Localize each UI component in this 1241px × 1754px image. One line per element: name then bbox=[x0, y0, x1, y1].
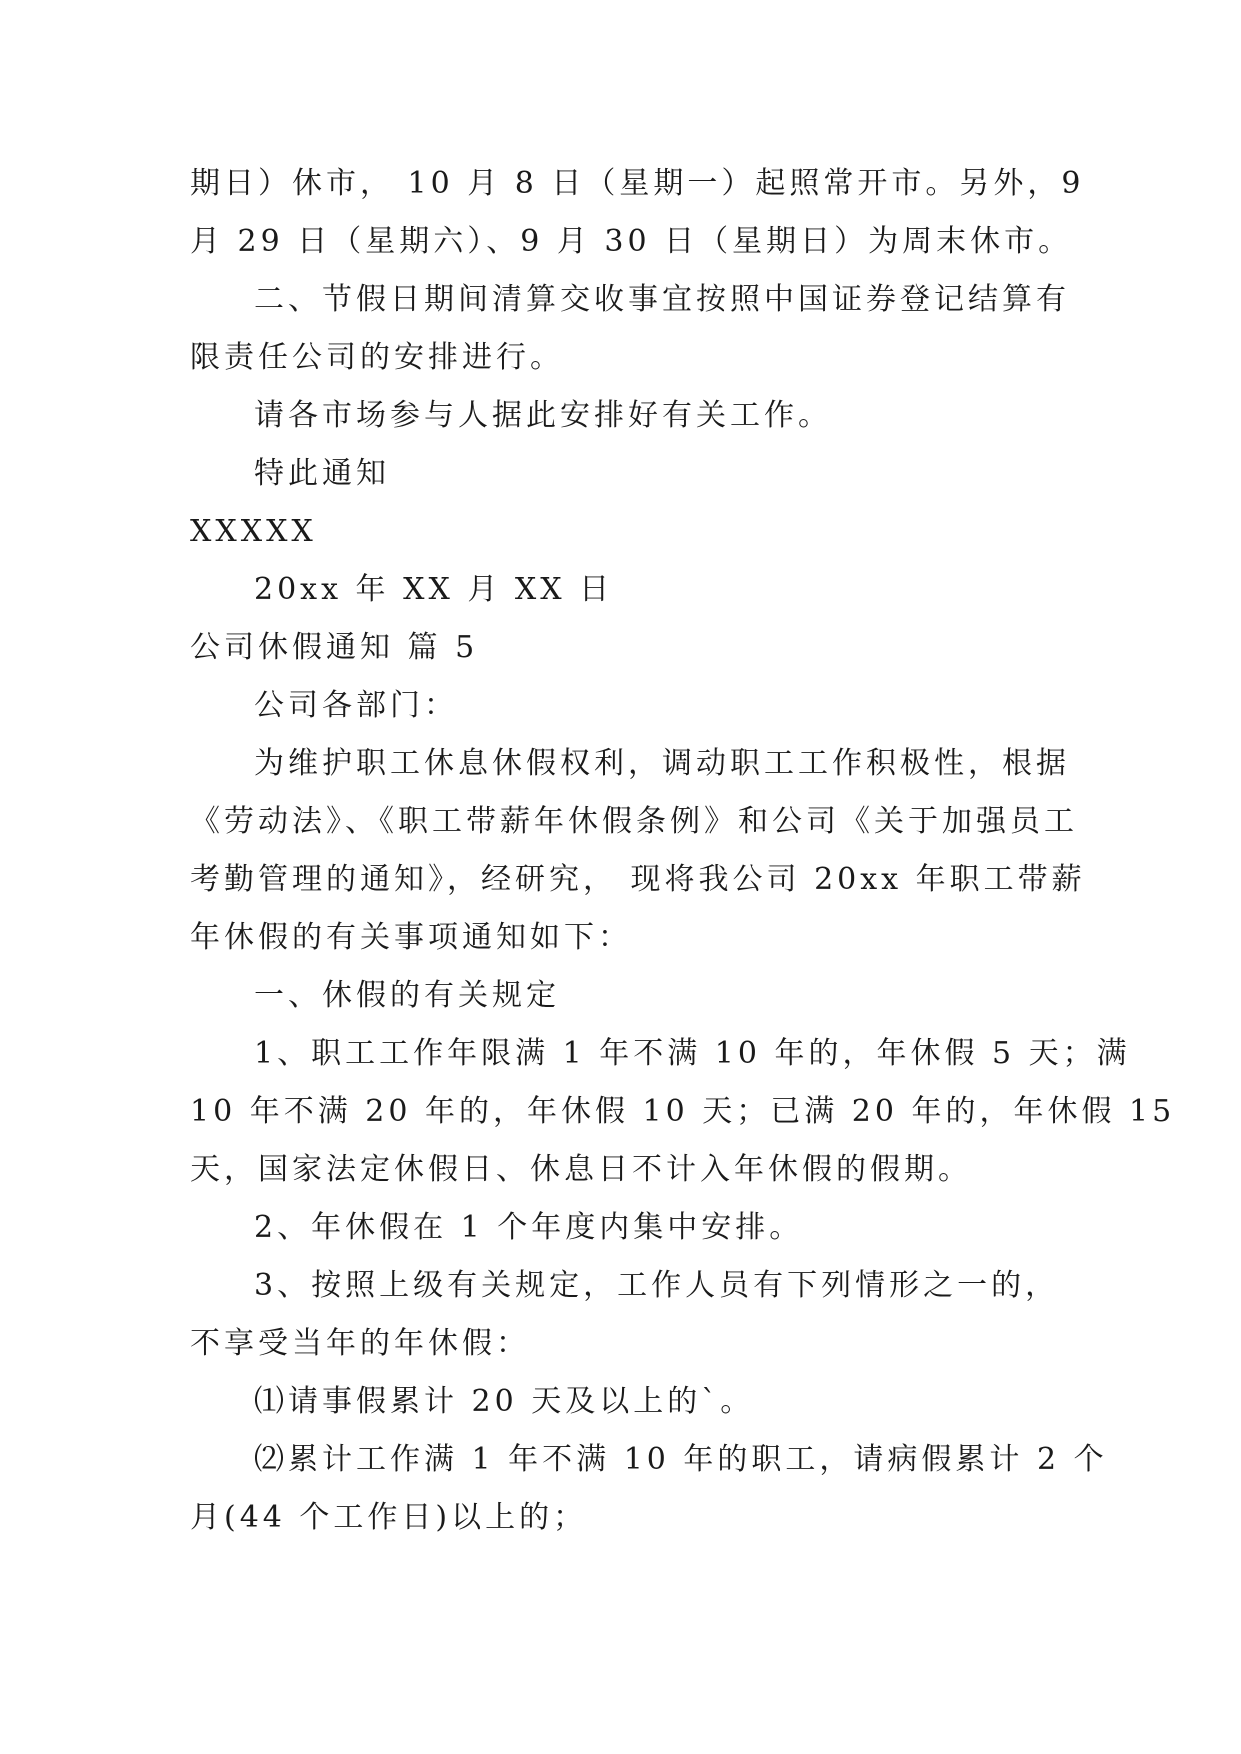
paragraph-line: 为维护职工休息休假权利，调动职工工作积极性，根据 bbox=[254, 746, 1070, 781]
signature-line: XXXXX bbox=[190, 514, 317, 549]
paragraph-line: 1、职工工作年限满 1 年不满 10 年的，年休假 5 天；满 bbox=[254, 1036, 1131, 1071]
section-title: 公司休假通知 篇 5 bbox=[190, 630, 479, 665]
paragraph-line: 二、节假日期间清算交收事宜按照中国证券登记结算有 bbox=[254, 282, 1070, 317]
text-line: 《劳动法》、《职工带薪年休假条例》和公司《关于加强员工 bbox=[190, 804, 1078, 839]
text-line: 年休假的有关事项通知如下： bbox=[190, 920, 632, 955]
heading-line: 一、休假的有关规定 bbox=[254, 978, 560, 1013]
text-line: 不享受当年的年休假： bbox=[190, 1326, 530, 1361]
text-line: 期日）休市， 10 月 8 日（星期一）起照常开市。另外，9 bbox=[190, 166, 1085, 201]
date-line: 20xx 年 XX 月 XX 日 bbox=[254, 572, 614, 607]
closing-line: 特此通知 bbox=[254, 456, 390, 491]
list-item: ⑵累计工作满 1 年不满 10 年的职工，请病假累计 2 个 bbox=[254, 1442, 1108, 1477]
text-line: 天，国家法定休假日、休息日不计入年休假的假期。 bbox=[190, 1152, 972, 1187]
paragraph-line: 2、年休假在 1 个年度内集中安排。 bbox=[254, 1210, 804, 1245]
salutation-line: 公司各部门： bbox=[254, 688, 458, 723]
text-line: 月(44 个工作日)以上的； bbox=[190, 1500, 588, 1535]
text-line: 考勤管理的通知》，经研究， 现将我公司 20xx 年职工带薪 bbox=[190, 862, 1086, 897]
paragraph-line: 请各市场参与人据此安排好有关工作。 bbox=[254, 398, 832, 433]
text-line: 限责任公司的安排进行。 bbox=[190, 340, 564, 375]
list-item: ⑴请事假累计 20 天及以上的`。 bbox=[254, 1384, 755, 1419]
text-line: 10 年不满 20 年的，年休假 10 天；已满 20 年的，年休假 15 bbox=[190, 1094, 1176, 1129]
paragraph-line: 3、按照上级有关规定，工作人员有下列情形之一的， bbox=[254, 1268, 1060, 1303]
text-line: 月 29 日（星期六）、9 月 30 日（星期日）为周末休市。 bbox=[190, 224, 1073, 259]
